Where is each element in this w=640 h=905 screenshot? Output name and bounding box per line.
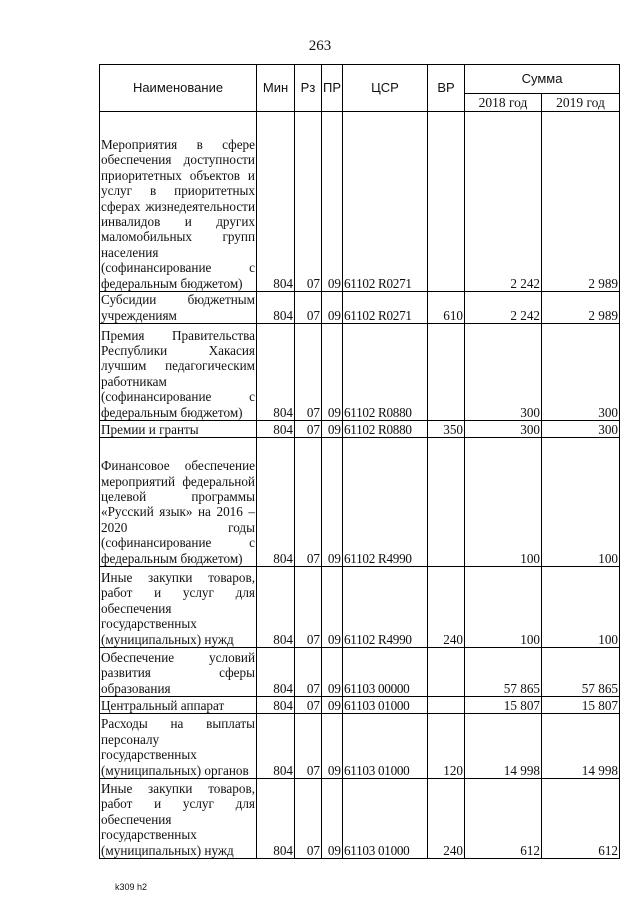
row-rz: 07 <box>295 697 322 714</box>
row-vr: 240 <box>428 779 465 859</box>
row-min: 804 <box>257 567 295 648</box>
row-vr <box>428 648 465 697</box>
row-rz: 07 <box>295 324 322 421</box>
row-csr: 61102 R4990 <box>343 438 428 567</box>
row-rz: 07 <box>295 112 322 292</box>
row-name: Иные закупки товаров, работ и услуг для обеспечения государственных (муниципальных) нужд <box>100 567 257 648</box>
row-csr: 61102 R0271 <box>343 292 428 324</box>
row-vr: 610 <box>428 292 465 324</box>
table-row <box>100 292 620 324</box>
row-min: 804 <box>257 421 295 438</box>
row-name: Финансовое обеспечение мероприятий федеральной целевой программы «Русский язык» на 2016 – 2020 годы (софинансирование с федеральным бюджетом) <box>100 438 257 567</box>
row-name: Премии и гранты <box>100 421 257 438</box>
row-sum-2018: 15 807 <box>465 697 542 714</box>
budget-table <box>99 64 620 859</box>
row-sum-2018: 612 <box>465 779 542 859</box>
row-sum-2019: 300 <box>542 421 620 438</box>
row-name: Субсидии бюджетным учреждениям <box>101 292 255 323</box>
row-name: Центральный аппарат <box>100 697 257 714</box>
row-pr: 09 <box>322 714 343 779</box>
table-row <box>100 112 620 292</box>
table-row <box>100 421 620 438</box>
row-sum-2019: 15 807 <box>542 697 620 714</box>
row-min: 804 <box>257 112 295 292</box>
header-sum: Сумма <box>465 65 620 94</box>
row-sum-2018: 100 <box>465 567 542 648</box>
row-sum-2019: 100 <box>542 438 620 567</box>
row-sum-2019: 612 <box>542 779 620 859</box>
header-name: Наименование <box>100 65 257 112</box>
footer-code: k309 h2 <box>115 882 148 892</box>
row-pr: 09 <box>322 567 343 648</box>
header-2019: 2019 год <box>542 94 620 112</box>
row-vr: 350 <box>428 421 465 438</box>
row-csr: 61103 01000 <box>343 714 428 779</box>
row-pr: 09 <box>322 648 343 697</box>
row-vr <box>428 697 465 714</box>
table-row <box>100 324 620 421</box>
row-csr: 61102 R0271 <box>343 112 428 292</box>
row-sum-2019: 2 989 <box>542 112 620 292</box>
table-row <box>100 697 620 714</box>
row-sum-2019: 2 989 <box>542 292 620 324</box>
row-sum-2019: 14 998 <box>542 714 620 779</box>
row-min: 804 <box>257 438 295 567</box>
row-pr: 09 <box>322 438 343 567</box>
row-csr: 61103 00000 <box>343 648 428 697</box>
row-rz: 07 <box>295 714 322 779</box>
row-pr: 09 <box>322 324 343 421</box>
row-csr: 61102 R0880 <box>343 421 428 438</box>
row-pr: 09 <box>322 697 343 714</box>
header-pr: ПР <box>322 65 343 112</box>
row-pr: 09 <box>322 779 343 859</box>
row-csr: 61103 01000 <box>343 779 428 859</box>
table-row <box>100 779 620 859</box>
row-name: Обеспечение условий развития сферы образования <box>100 648 257 697</box>
row-rz: 07 <box>295 567 322 648</box>
table-row <box>100 714 620 779</box>
row-min: 804 <box>257 324 295 421</box>
row-pr: 09 <box>322 421 343 438</box>
row-sum-2019: 300 <box>542 324 620 421</box>
row-rz: 07 <box>295 779 322 859</box>
header-min: Мин <box>257 65 295 112</box>
row-sum-2019: 57 865 <box>542 648 620 697</box>
row-sum-2018: 300 <box>465 324 542 421</box>
row-csr: 61102 R4990 <box>343 567 428 648</box>
table-header <box>100 65 620 112</box>
row-rz: 07 <box>295 421 322 438</box>
row-pr: 09 <box>322 112 343 292</box>
row-vr: 240 <box>428 567 465 648</box>
header-rz: Рз <box>295 65 322 112</box>
table-row <box>100 567 620 648</box>
row-min: 804 <box>257 779 295 859</box>
row-sum-2018: 57 865 <box>465 648 542 697</box>
row-name: Расходы на выплаты персоналу государственных (муниципальных) органов <box>100 714 257 779</box>
page-number: 263 <box>308 38 332 54</box>
row-name: Мероприятия в сфере обеспечения доступности приоритетных объектов и услуг в приоритетных сферах жизнедеятельности инвалидов и других маломобильных групп населения (софинансирование с федеральным бюджетом) <box>100 112 257 292</box>
row-pr: 09 <box>322 292 343 324</box>
row-rz: 07 <box>295 292 322 324</box>
row-csr: 61103 01000 <box>343 697 428 714</box>
table-row <box>100 438 620 567</box>
header-2018: 2018 год <box>465 94 542 112</box>
row-name: Премия Правительства Республики Хакасия лучшим педагогическим работникам (софинансирование с федеральным бюджетом) <box>100 324 257 421</box>
table-body <box>100 112 620 859</box>
row-csr: 61102 R0880 <box>343 324 428 421</box>
row-sum-2018: 100 <box>465 438 542 567</box>
row-min: 804 <box>257 714 295 779</box>
row-rz: 07 <box>295 648 322 697</box>
row-min: 804 <box>257 697 295 714</box>
row-name: Иные закупки товаров, работ и услуг для обеспечения государственных (муниципальных) нужд <box>100 779 257 859</box>
header-csr: ЦСР <box>343 65 428 112</box>
row-rz: 07 <box>295 438 322 567</box>
row-sum-2019: 100 <box>542 567 620 648</box>
row-vr <box>428 324 465 421</box>
row-sum-2018: 300 <box>465 421 542 438</box>
row-vr <box>428 112 465 292</box>
row-min: 804 <box>257 648 295 697</box>
table-row <box>100 648 620 697</box>
row-sum-2018: 2 242 <box>465 292 542 324</box>
row-sum-2018: 14 998 <box>465 714 542 779</box>
header-vr: ВР <box>428 65 465 112</box>
row-sum-2018: 2 242 <box>465 112 542 292</box>
row-min: 804 <box>257 292 295 324</box>
row-vr: 120 <box>428 714 465 779</box>
row-vr <box>428 438 465 567</box>
